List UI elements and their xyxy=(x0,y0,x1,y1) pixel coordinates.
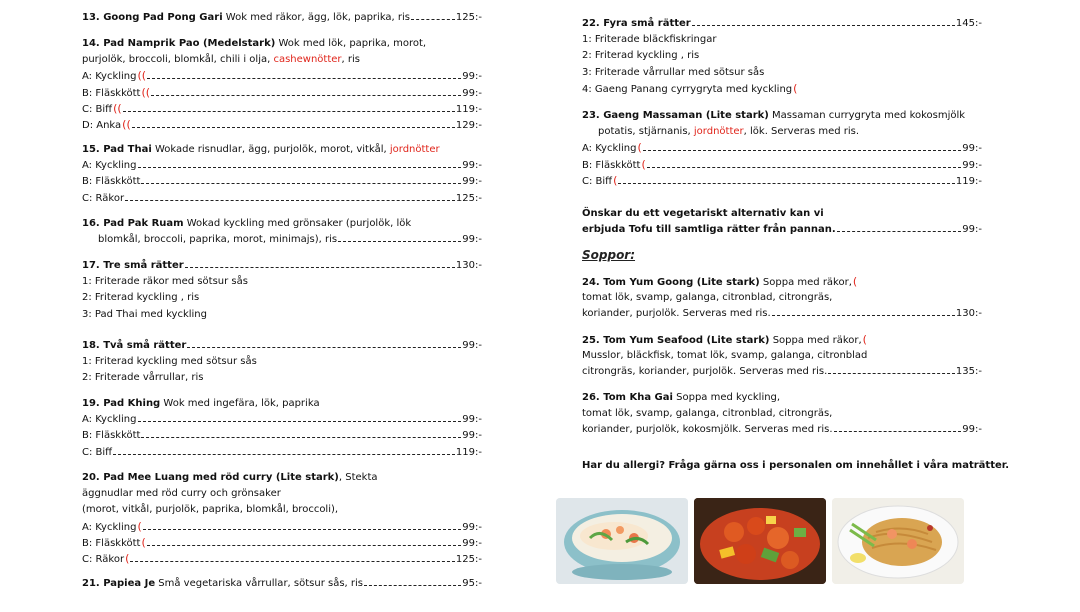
line-text xyxy=(82,101,122,118)
dish-description: Wok med ingefära, lök, paprika xyxy=(160,398,320,409)
dish-description: B: Fläskkött xyxy=(82,537,141,549)
chili-pepper-icon: (( xyxy=(122,117,131,131)
dish-description: Massaman currygryta med kokosmjölk xyxy=(768,110,966,121)
menu-line xyxy=(582,390,982,406)
price: 99:- xyxy=(462,521,482,533)
price: 119:- xyxy=(455,446,482,458)
dish-description: Wok med lök, paprika, morot, xyxy=(275,38,427,49)
menu-item xyxy=(82,338,482,387)
chili-pepper-icon: ( xyxy=(141,535,146,549)
menu-line xyxy=(82,142,482,158)
menu-line xyxy=(82,191,482,207)
menu-line xyxy=(82,274,482,290)
menu-item xyxy=(582,274,982,323)
dish-description: C: Biff xyxy=(82,103,113,115)
menu-line xyxy=(582,222,982,238)
menu-line xyxy=(582,81,982,97)
line-text xyxy=(82,470,378,486)
menu-item xyxy=(582,458,1010,474)
menu-line xyxy=(82,535,482,551)
menu-line xyxy=(82,258,482,274)
price: 99:- xyxy=(962,424,982,436)
price: 130:- xyxy=(955,308,982,320)
menu-line xyxy=(582,140,982,156)
dish-title: 23. Gaeng Massaman (Lite stark) xyxy=(582,110,769,121)
menu-line xyxy=(582,348,982,364)
line-text xyxy=(582,65,764,81)
dotted-leader xyxy=(141,183,461,184)
line-text xyxy=(582,406,832,422)
line-text xyxy=(582,157,646,174)
price: 119:- xyxy=(455,103,482,115)
dotted-leader xyxy=(837,231,962,232)
menu-item xyxy=(582,332,982,381)
allergen-highlight: cashewnötter xyxy=(273,54,342,66)
dotted-leader xyxy=(113,454,455,455)
menu-line xyxy=(82,85,482,101)
line-text xyxy=(582,290,832,306)
dish-description: A: Kyckling xyxy=(82,521,137,533)
dish-description: B: Fläskkött xyxy=(82,176,141,188)
menu-item xyxy=(82,470,482,567)
menu-line xyxy=(82,290,482,306)
pad-thai-photo xyxy=(832,498,964,584)
dotted-leader xyxy=(185,267,455,268)
dotted-leader xyxy=(692,25,955,26)
price: 119:- xyxy=(955,175,982,187)
dotted-leader xyxy=(130,561,455,562)
dish-description: C: Räkor xyxy=(82,192,125,204)
menu-line xyxy=(82,36,482,52)
dish-description: 4: Gaeng Panang cyrrygryta med kyckling xyxy=(582,83,793,95)
menu-line xyxy=(582,173,982,189)
menu-item xyxy=(582,108,982,189)
dish-description: 1: Friterade bläckfiskringar xyxy=(582,34,717,46)
dotted-leader xyxy=(147,78,461,79)
line-text xyxy=(82,68,146,85)
dish-title: Har du allergi? Fråga gärna oss i personalen om innehållet i våra maträtter. xyxy=(582,460,1010,471)
menu-item xyxy=(82,142,482,207)
chili-pepper-icon: ( xyxy=(637,141,642,155)
dotted-leader xyxy=(141,437,461,438)
dish-title: 17. Tre små rätter xyxy=(82,260,184,271)
dish-description: citrongräs, koriander, purjolök. Serveras med ris. xyxy=(582,366,828,378)
line-text xyxy=(582,364,827,380)
menu-line xyxy=(82,551,482,567)
price: 135:- xyxy=(955,366,982,378)
menu-line xyxy=(582,124,982,140)
dish-description: koriander, purjolök, kokosmjölk. Serveras med ris. xyxy=(582,424,833,436)
chili-pepper-icon: ( xyxy=(793,81,798,95)
menu-line xyxy=(582,157,982,173)
menu-item xyxy=(582,16,982,97)
price: 95:- xyxy=(462,578,482,589)
dish-description: 1: Friterade räkor med sötsur sås xyxy=(82,276,248,288)
dotted-leader xyxy=(643,150,962,151)
line-text xyxy=(598,124,859,140)
menu-line xyxy=(582,458,1010,474)
menu-line xyxy=(582,65,982,81)
dish-description: tomat lök, svamp, galanga, citronblad, citrongräs, xyxy=(582,408,833,420)
line-text xyxy=(82,445,112,461)
menu-line xyxy=(82,10,482,26)
dish-description: Soppa med kyckling, xyxy=(672,392,781,403)
dish-description: koriander, purjolök. Serveras med ris. xyxy=(582,308,771,320)
dish-description: 3: Friterade vårrullar med sötsur sås xyxy=(582,66,765,78)
dish-title: 22. Fyra små rätter xyxy=(582,18,691,29)
price: 99:- xyxy=(462,430,482,442)
price: 99:- xyxy=(462,176,482,188)
section-heading-soups: Soppor: xyxy=(582,248,636,262)
menu-line xyxy=(82,338,482,354)
line-text xyxy=(582,306,771,322)
sweet-sour-dish-photo xyxy=(694,498,826,584)
dish-description: tomat lök, svamp, galanga, citronblad, citrongräs, xyxy=(582,292,833,304)
line-text xyxy=(582,422,833,438)
menu-line xyxy=(82,519,482,535)
line-text xyxy=(82,216,411,232)
line-text xyxy=(82,158,137,174)
line-text xyxy=(82,174,140,190)
menu-item xyxy=(582,206,982,238)
menu-item xyxy=(82,36,482,133)
line-text xyxy=(82,486,281,502)
line-text xyxy=(582,458,1009,474)
chili-pepper-icon: ( xyxy=(125,551,130,565)
chili-pepper-icon: (( xyxy=(141,85,151,99)
dish-description: 2: Friterad kyckling , ris xyxy=(582,50,700,62)
dish-description: A: Kyckling xyxy=(82,414,137,426)
line-text xyxy=(582,108,965,124)
menu-line xyxy=(582,48,982,64)
line-text xyxy=(582,274,857,291)
dish-title: 26. Tom Kha Gai xyxy=(582,392,673,403)
line-text xyxy=(82,52,360,68)
line-text xyxy=(82,412,137,428)
price: 99:- xyxy=(462,160,482,172)
dish-description: Små vegetariska vårrullar, sötsur sås, ris xyxy=(155,578,363,589)
menu-item xyxy=(82,396,482,461)
dish-description: D: Anka xyxy=(82,119,122,131)
menu-item xyxy=(82,10,482,26)
dish-description: purjolök, broccoli, blomkål, chili i olja, xyxy=(82,54,274,66)
menu-line xyxy=(582,422,982,438)
dish-description: potatis, stjärnanis, xyxy=(598,126,694,138)
line-text xyxy=(82,142,440,158)
price: 99:- xyxy=(462,414,482,426)
line-text xyxy=(82,307,207,323)
price: 99:- xyxy=(462,87,482,99)
dish-description: Wok med räkor, ägg, lök, paprika, ris xyxy=(222,12,411,23)
dish-title: 24. Tom Yum Goong (Lite stark) xyxy=(582,277,760,288)
price: 99:- xyxy=(962,159,982,171)
menu-line xyxy=(582,364,982,380)
line-text xyxy=(582,140,642,157)
line-text xyxy=(98,232,337,248)
menu-item xyxy=(82,258,482,323)
line-text xyxy=(82,428,140,444)
price: 130:- xyxy=(455,260,482,271)
dish-description: C: Biff xyxy=(82,446,113,458)
chili-pepper-icon: ( xyxy=(613,173,618,187)
line-text xyxy=(82,290,199,306)
menu-line xyxy=(582,16,982,32)
dish-description: A: Kyckling xyxy=(82,160,137,172)
menu-line xyxy=(82,52,482,68)
dish-title: 13. Goong Pad Pong Gari xyxy=(82,12,223,23)
price: 99:- xyxy=(462,340,482,351)
dotted-leader xyxy=(834,431,962,432)
line-text xyxy=(82,85,150,102)
chili-pepper-icon: (( xyxy=(113,101,122,115)
line-text xyxy=(582,32,716,48)
dotted-leader xyxy=(411,19,455,20)
dish-description: , ris xyxy=(341,54,361,66)
menu-line xyxy=(582,206,982,222)
dish-description: blomkål, broccoli, paprika, morot, minimajs), ris xyxy=(98,234,338,246)
price: 129:- xyxy=(455,119,482,131)
chili-pepper-icon: ( xyxy=(862,333,867,346)
chili-pepper-icon: ( xyxy=(641,157,646,171)
dish-title: 16. Pad Pak Ruam xyxy=(82,218,184,229)
line-text xyxy=(582,222,836,238)
line-text xyxy=(82,258,184,274)
line-text xyxy=(82,519,142,536)
menu-line xyxy=(82,412,482,428)
dotted-leader xyxy=(828,373,955,374)
line-text xyxy=(582,16,691,32)
dish-title: erbjuda Tofu till samtliga rätter från pannan. xyxy=(582,224,836,236)
dish-title: 25. Tom Yum Seafood (Lite stark) xyxy=(582,335,770,346)
dish-description: 1: Friterad kyckling med sötsur sås xyxy=(82,356,257,368)
menu-line xyxy=(582,332,982,348)
menu-line xyxy=(582,108,982,124)
menu-item xyxy=(82,576,482,592)
dish-title: Önskar du ett vegetariskt alternativ kan vi xyxy=(582,208,824,219)
line-text xyxy=(582,48,699,64)
dish-description: B: Fläskkött xyxy=(82,430,141,442)
menu-line xyxy=(582,274,982,290)
price: 125:- xyxy=(455,192,482,204)
line-text xyxy=(582,390,780,406)
menu-line xyxy=(82,117,482,133)
dotted-leader xyxy=(132,127,455,128)
menu-line xyxy=(82,576,482,592)
price: 99:- xyxy=(462,234,482,246)
line-text xyxy=(82,502,338,518)
menu-line xyxy=(82,232,482,248)
menu-line xyxy=(82,158,482,174)
dish-description: äggnudlar med röd curry och grönsaker xyxy=(82,488,281,500)
dish-description: C: Biff xyxy=(582,175,613,187)
dish-title: 14. Pad Namprik Pao (Medelstark) xyxy=(82,38,276,49)
allergen-highlight: jordnötter xyxy=(693,126,744,138)
line-text xyxy=(82,576,363,592)
dish-description: 2: Friterade vårrullar, ris xyxy=(82,372,204,384)
line-text xyxy=(82,370,204,386)
chili-pepper-icon: ( xyxy=(852,275,858,288)
dotted-leader xyxy=(772,315,955,316)
dish-description: Soppa med räkor, xyxy=(769,335,862,346)
line-text xyxy=(582,206,824,222)
menu-line xyxy=(582,406,982,422)
dish-description: (morot, vitkål, purjolök, paprika, blomkål, broccoli), xyxy=(82,504,339,516)
dotted-leader xyxy=(151,95,461,96)
dish-description: , Stekta xyxy=(338,472,378,483)
line-text xyxy=(82,551,129,568)
dish-description: C: Räkor xyxy=(82,553,125,565)
line-text xyxy=(82,354,257,370)
chili-pepper-icon: ( xyxy=(137,519,142,533)
dish-title: 21. Papiea Je xyxy=(82,578,156,589)
line-text xyxy=(82,36,426,52)
menu-line xyxy=(82,174,482,190)
dotted-leader xyxy=(123,111,455,112)
price: 125:- xyxy=(455,553,482,565)
dotted-leader xyxy=(147,545,462,546)
menu-line xyxy=(82,101,482,117)
menu-line xyxy=(582,290,982,306)
menu-line xyxy=(82,502,482,518)
menu-line xyxy=(82,396,482,412)
dotted-leader xyxy=(187,347,461,348)
price: 99:- xyxy=(962,224,982,236)
dotted-leader xyxy=(647,167,962,168)
price: 99:- xyxy=(962,143,982,155)
line-text xyxy=(582,348,867,364)
line-text xyxy=(82,10,410,26)
dotted-leader xyxy=(618,183,955,184)
menu-line xyxy=(82,354,482,370)
menu-item xyxy=(582,390,982,439)
menu-line xyxy=(82,470,482,486)
menu-line xyxy=(82,428,482,444)
line-text xyxy=(82,535,146,552)
dotted-leader xyxy=(125,200,455,201)
price: 145:- xyxy=(955,18,982,29)
menu-item xyxy=(582,248,982,262)
tom-kha-soup-photo xyxy=(556,498,688,584)
price: 99:- xyxy=(462,537,482,549)
menu-line xyxy=(82,370,482,386)
dotted-leader xyxy=(338,241,461,242)
price: 99:- xyxy=(462,71,482,83)
menu-line xyxy=(82,445,482,461)
allergen-highlight: jordnötter xyxy=(389,144,440,155)
dish-title: 20. Pad Mee Luang med röd curry (Lite stark) xyxy=(82,472,339,483)
menu-line xyxy=(82,307,482,323)
dish-description: Musslor, bläckfisk, tomat lök, svamp, galanga, citronblad xyxy=(582,350,868,362)
line-text xyxy=(82,396,320,412)
chili-pepper-icon: (( xyxy=(137,69,147,83)
menu-line xyxy=(82,486,482,502)
dish-description: Wokade risnudlar, ägg, purjolök, morot, vitkål, xyxy=(151,144,390,155)
line-text xyxy=(582,81,797,98)
line-text xyxy=(82,338,186,354)
dish-description: Wokad kyckling med grönsaker (purjolök, lök xyxy=(183,218,412,229)
line-text xyxy=(582,173,617,190)
menu-line xyxy=(582,306,982,322)
dish-description: B: Fläskkött xyxy=(82,87,141,99)
menu-item xyxy=(82,216,482,248)
dish-title: 19. Pad Khing xyxy=(82,398,161,409)
dish-description: Soppa med räkor, xyxy=(759,277,852,288)
dish-description: A: Kyckling xyxy=(82,71,137,83)
dotted-leader xyxy=(143,529,462,530)
menu-line xyxy=(582,32,982,48)
dish-description: 3: Pad Thai med kyckling xyxy=(82,308,207,320)
dish-title: 15. Pad Thai xyxy=(82,144,152,155)
dish-title: 18. Två små rätter xyxy=(82,340,187,351)
line-text xyxy=(82,117,131,134)
dish-description: 2: Friterad kyckling , ris xyxy=(82,292,200,304)
menu-line xyxy=(82,68,482,84)
line-text xyxy=(582,332,867,349)
dish-description: B: Fläskkött xyxy=(582,159,641,171)
line-text xyxy=(82,191,124,207)
line-text xyxy=(82,274,248,290)
dotted-leader xyxy=(364,585,461,586)
menu-line xyxy=(82,216,482,232)
dish-description: , lök. Serveras med ris. xyxy=(743,126,860,138)
dish-description: A: Kyckling xyxy=(582,143,637,155)
dotted-leader xyxy=(138,167,462,168)
dotted-leader xyxy=(138,421,462,422)
price: 125:- xyxy=(455,12,482,23)
